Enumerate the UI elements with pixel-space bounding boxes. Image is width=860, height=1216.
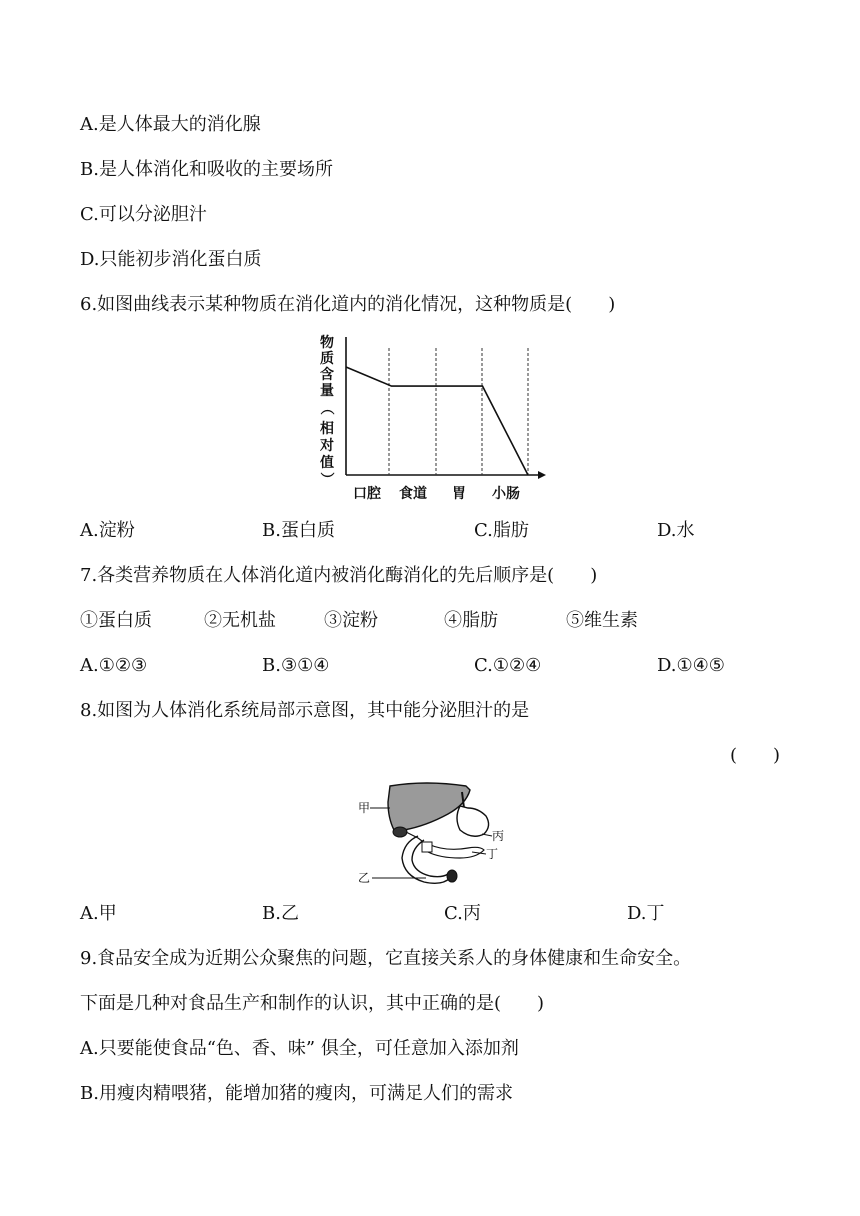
q6-chart-svg [312, 334, 552, 504]
q5-option-c: C.可以分泌胆汁 [80, 204, 207, 225]
q6-digestion-chart [312, 334, 552, 504]
y-axis-label [318, 334, 334, 486]
x-tick-label: 食道 [399, 486, 427, 502]
x-axis-arrow [538, 471, 546, 479]
label-bing: 丙 [492, 829, 505, 843]
ylabel-char: 对 [320, 438, 334, 454]
q7-item: ⑤维生素 [566, 610, 638, 631]
ylabel-char: 质 [320, 351, 334, 367]
ylabel-char: 物 [320, 335, 334, 351]
series-line [346, 367, 528, 475]
x-tick-label: 口腔 [353, 486, 381, 502]
label-jia: 甲 [358, 801, 371, 815]
label-ding: 丁 [486, 847, 499, 861]
q8-option-b: B.乙 [262, 903, 299, 924]
q7-option-c: C.①②④ [474, 655, 542, 676]
q6-option-b: B.蛋白质 [262, 520, 335, 541]
q7-item: ②无机盐 [204, 610, 276, 631]
pancreas-shape [428, 844, 484, 858]
q8-digestive-diagram [356, 778, 512, 890]
q9-stem-line1: 9.食品安全成为近期公众聚焦的问题，它直接关系人的身体健康和生命安全。 [80, 948, 692, 969]
q8-stem: 8.如图为人体消化系统局部示意图，其中能分泌胆汁的是 [80, 700, 530, 721]
q7-stem: 7.各类营养物质在人体消化道内被消化酶消化的先后顺序是( ) [80, 565, 598, 586]
q5-option-b: B.是人体消化和吸收的主要场所 [80, 159, 333, 180]
q7-item: ③淀粉 [324, 610, 378, 631]
q7-item: ①蛋白质 [80, 610, 152, 631]
ylabel-char: （ [318, 401, 334, 415]
q8-option-d: D.丁 [627, 903, 665, 924]
q6-stem: 6.如图曲线表示某种物质在消化道内的消化情况，这种物质是( ) [80, 294, 616, 315]
ylabel-char: 量 [320, 383, 334, 399]
q8-option-a: A.甲 [80, 903, 117, 924]
intestine-end [447, 870, 457, 882]
q7-item: ④脂肪 [444, 610, 498, 631]
stomach-shape [457, 806, 489, 836]
ylabel-char: 相 [320, 421, 334, 437]
q9-option-b: B.用瘦肉精喂猪，能增加猪的瘦肉，可满足人们的需求 [80, 1083, 513, 1104]
q5-option-d: D.只能初步消化蛋白质 [80, 249, 262, 270]
q5-option-a: A.是人体最大的消化腺 [80, 114, 261, 135]
q6-option-c: C.脂肪 [474, 520, 529, 541]
q7-option-a: A.①②③ [80, 655, 148, 676]
q8-answer-bracket: ( ) [730, 745, 781, 766]
q9-option-a: A.只要能使食品“色、香、味” 俱全，可任意加入添加剂 [80, 1038, 519, 1059]
q8-option-c: C.丙 [444, 903, 481, 924]
q8-diagram-svg [356, 778, 512, 890]
q6-option-a: A.淀粉 [80, 520, 135, 541]
gallbladder-shape [393, 827, 407, 837]
q7-option-b: B.③①④ [262, 655, 330, 676]
ylabel-char: 含 [320, 367, 334, 383]
q9-stem-line2: 下面是几种对食品生产和制作的认识，其中正确的是( ) [80, 993, 545, 1014]
q6-option-d: D.水 [657, 520, 695, 541]
q7-option-d: D.①④⑤ [657, 655, 725, 676]
ylabel-char: 值 [320, 455, 334, 471]
x-tick-label: 胃 [452, 486, 466, 502]
x-tick-label: 小肠 [492, 486, 520, 502]
ylabel-char: ） [318, 472, 334, 486]
label-yi: 乙 [358, 871, 371, 885]
duodenum-box [422, 842, 432, 852]
